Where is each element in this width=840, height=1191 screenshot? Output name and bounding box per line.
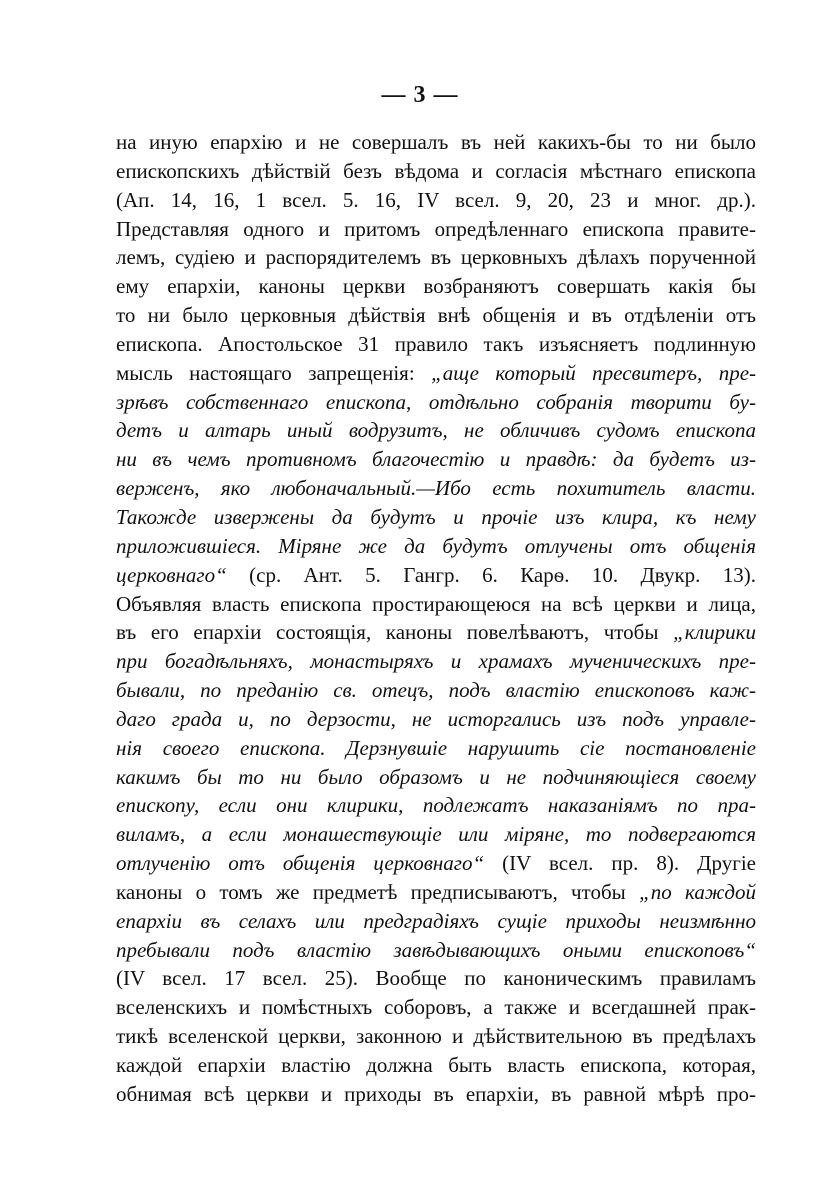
body-text-segment: тикѣ вселенской церкви, законною и дѣйствительною въ предѣлахъ: [116, 1024, 756, 1049]
body-text-segment: (Ап. 14, 16, 1 всел. 5. 16, IV всел. 9, 20, 23 и мног. др.).: [116, 187, 756, 212]
body-text-segment: (IV всел. 17 всел. 25). Вообще по каноническимъ правиламъ: [116, 966, 756, 991]
text-line: [116, 878, 756, 907]
text-line: [116, 763, 756, 792]
body-text-segment: ему епархіи, каноны церкви возбраняютъ совершать какія бы: [116, 274, 756, 299]
text-line: [116, 618, 756, 647]
italic-quote-text: „аще который пресвитеръ, пре-: [431, 360, 756, 385]
body-text-segment: (ср. Ант. 5. Гангр. 6. Карѳ. 10. Двукр. 13).: [226, 562, 756, 587]
body-text-segment: (IV всел. пр. 8). Другіе: [484, 851, 756, 876]
text-line: [116, 416, 756, 445]
italic-quote-text: приложившіеся. Міряне же да будутъ отлучены отъ общенія: [116, 533, 756, 558]
text-line: [116, 272, 756, 301]
text-line: [116, 388, 756, 417]
italic-quote-text: детъ и алтарь иный водрузитъ, не обличивъ судомъ епископа: [116, 418, 756, 443]
body-text-segment: то ни было церковныя дѣйствія внѣ общенія и въ отдѣленіи отъ: [116, 303, 756, 328]
body-text-segment: вселенскихъ и помѣстныхъ соборовъ, а также и всегдашней прак-: [116, 995, 756, 1020]
text-line: [116, 330, 756, 359]
text-line: [116, 1051, 756, 1080]
italic-quote-text: верженъ, яко любоначальный.—Ибо есть похититель власти.: [116, 476, 756, 501]
text-line: [116, 647, 756, 676]
italic-quote-text: отлученію отъ общенія церковнаго“: [116, 851, 485, 876]
text-line: [116, 157, 756, 186]
text-line: [116, 1080, 756, 1109]
text-line: [116, 964, 756, 993]
text-line: [116, 705, 756, 734]
text-line: [116, 791, 756, 820]
page-number: — 3 —: [381, 82, 459, 108]
text-line: [116, 445, 756, 474]
text-line: [116, 474, 756, 503]
body-text-segment: въ его епархіи состоящія, каноны повелѣваютъ, чтобы: [116, 620, 674, 645]
body-text-segment: лемъ, судіею и распорядителемъ въ церковныхъ дѣлахъ порученной: [116, 245, 756, 270]
body-text-segment: мысль настоящаго запрещенія:: [116, 360, 432, 385]
italic-quote-text: нія своего епископа. Дерзнувшіе нарушить сіе постановленіе: [116, 735, 756, 760]
body-text-segment: епископскихъ дѣйствій безъ вѣдома и согласія мѣстнаго епископа: [116, 158, 756, 183]
italic-quote-text: епархіи въ селахъ или предградіяхъ сущіе приходы неизмѣнно: [116, 908, 756, 933]
text-line: [116, 186, 756, 215]
body-text-segment: Представляя одного и притомъ опредѣленнаго епископа правите-: [116, 216, 756, 241]
text-line: [116, 128, 756, 157]
text-line: [116, 503, 756, 532]
text-line: [116, 243, 756, 272]
text-line: [116, 849, 756, 878]
text-line: [116, 936, 756, 965]
text-line: [116, 993, 756, 1022]
text-line: [116, 215, 756, 244]
italic-quote-text: ни въ чемъ противномъ благочестію и правдѣ: да будетъ из-: [116, 447, 756, 472]
italic-quote-text: Такожде извержены да будутъ и прочіе изъ клира, къ нему: [116, 504, 756, 529]
italic-quote-text: при богадѣльняхъ, монастыряхъ и храмахъ мученическихъ пре-: [116, 649, 756, 674]
body-text-segment: каноны о томъ же предметѣ предписываютъ, чтобы: [116, 879, 640, 904]
text-line: [116, 676, 756, 705]
text-line: [116, 907, 756, 936]
italic-quote-text: виламъ, а если монашествующіе или міряне, то подвергаются: [116, 822, 756, 847]
italic-quote-text: какимъ бы то ни было образомъ и не подчиняющіеся своему: [116, 764, 756, 789]
body-text-segment: на иную епархію и не совершалъ въ ней какихъ-бы то ни было: [116, 130, 756, 154]
text-line: [116, 1022, 756, 1051]
text-line: [116, 532, 756, 561]
italic-quote-text: пребывали подъ властію завѣдывающихъ оными епископовъ“: [116, 937, 756, 962]
italic-quote-text: церковнаго“: [116, 562, 227, 587]
italic-quote-text: „по каждой: [639, 879, 756, 904]
body-text: [116, 128, 756, 1109]
body-text-segment: епископа. Апостольское 31 правило такъ изъясняетъ подлинную: [116, 331, 756, 356]
body-text-segment: обнимая всѣ церкви и приходы въ епархіи, въ равной мѣрѣ про-: [116, 1081, 756, 1106]
italic-quote-text: зрѣвъ собственнаго епископа, отдѣльно собранія творити бу-: [116, 389, 756, 414]
text-line: [116, 820, 756, 849]
italic-quote-text: бывали, по преданію св. отецъ, подъ властію епископовъ каж-: [116, 678, 756, 703]
italic-quote-text: „клирики: [673, 620, 756, 645]
text-line: [116, 301, 756, 330]
body-text-segment: каждой епархіи властію должна быть власть епископа, которая,: [116, 1053, 756, 1077]
text-line: [116, 561, 756, 590]
text-line: [116, 590, 756, 619]
body-text-segment: Объявляя власть епископа простирающеюся на всѣ церкви и лица,: [116, 591, 756, 616]
italic-quote-text: епископу, если они клирики, подлежатъ наказаніямъ по пра-: [116, 793, 756, 818]
text-line: [116, 359, 756, 388]
italic-quote-text: даго града и, по дерзости, не исторгались изъ подъ управле-: [116, 706, 756, 731]
text-line: [116, 734, 756, 763]
